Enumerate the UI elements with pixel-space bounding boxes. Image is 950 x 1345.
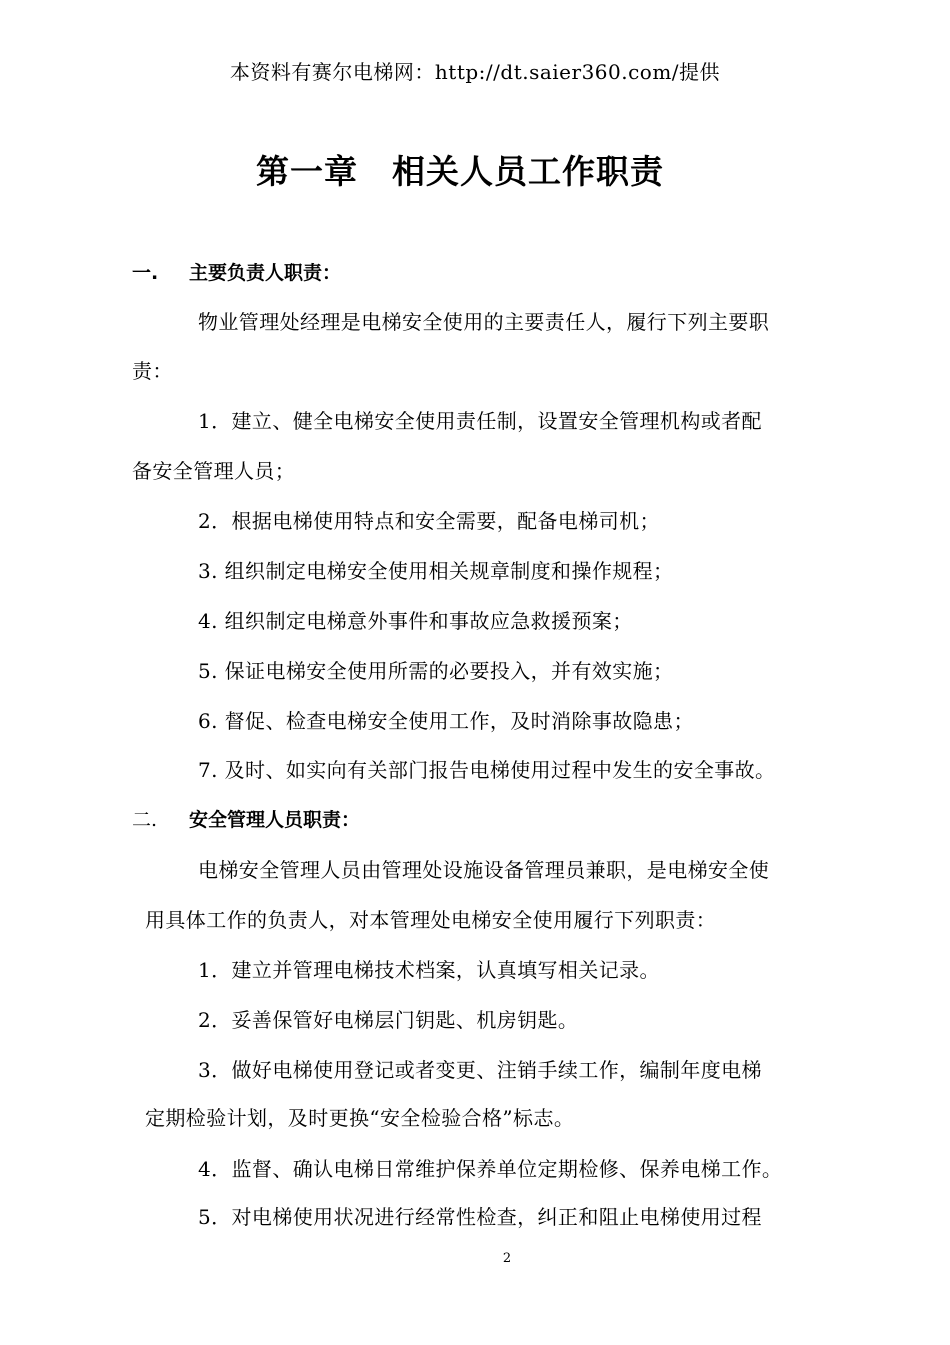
list-item-line: 6. 督促、检查电梯安全使用工作，及时消除事故隐患； xyxy=(198,709,694,733)
paragraph-line: 用具体工作的负责人，对本管理处电梯安全使用履行下列职责： xyxy=(145,908,717,932)
section-heading xyxy=(132,805,360,832)
list-item-line: 3. 组织制定电梯安全使用相关规章制度和操作规程； xyxy=(198,559,674,583)
page-number: 2 xyxy=(502,1251,512,1266)
section-heading xyxy=(132,258,341,285)
section-title: 安全管理人员职责： xyxy=(189,809,361,831)
list-item-line: 7. 及时、如实向有关部门报告电梯使用过程中发生的安全事故。 xyxy=(198,758,776,782)
list-item-line: 备安全管理人员； xyxy=(132,459,296,483)
paragraph-line: 电梯安全管理人员由管理处设施设备管理员兼职，是电梯安全使 xyxy=(198,858,770,882)
section-number: 二. xyxy=(132,809,158,831)
section-number: 一. xyxy=(132,262,159,284)
list-item-line: 2．根据电梯使用特点和安全需要，配备电梯司机； xyxy=(198,509,660,533)
section-title: 主要负责人职责： xyxy=(189,262,342,284)
list-item-line: 1．建立并管理电梯技术档案，认真填写相关记录。 xyxy=(198,958,660,982)
list-item-line: 5．对电梯使用状况进行经常性检查，纠正和阻止电梯使用过程 xyxy=(198,1205,762,1229)
list-item-line: 5. 保证电梯安全使用所需的必要投入，并有效实施； xyxy=(198,659,674,683)
list-item-line: 1．建立、健全电梯安全使用责任制，设置安全管理机构或者配 xyxy=(198,409,762,433)
list-item-line: 4．监督、确认电梯日常维护保养单位定期检修、保养电梯工作。 xyxy=(198,1157,783,1181)
list-item-line: 4. 组织制定电梯意外事件和事故应急救援预案； xyxy=(198,609,633,633)
list-item-line: 定期检验计划，及时更换“安全检验合格”标志。 xyxy=(145,1106,575,1130)
paragraph-line: 物业管理处经理是电梯安全使用的主要责任人，履行下列主要职 xyxy=(198,310,770,334)
list-item-line: 3．做好电梯使用登记或者变更、注销手续工作，编制年度电梯 xyxy=(198,1058,762,1082)
header-source-note: 本资料有赛尔电梯网：http://dt.saier360.com/提供 xyxy=(229,60,721,84)
list-item-line: 2．妥善保管好电梯层门钥匙、机房钥匙。 xyxy=(198,1008,579,1032)
paragraph-line: 责： xyxy=(132,359,173,383)
chapter-title: 第一章 相关人员工作职责 xyxy=(256,152,664,191)
